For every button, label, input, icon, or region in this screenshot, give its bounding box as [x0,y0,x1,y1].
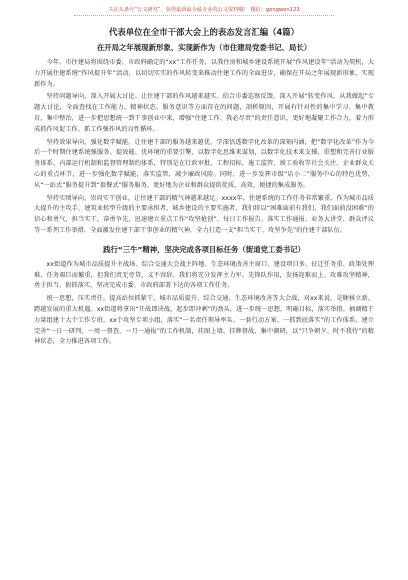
paragraph: 统一思想，压实责任。提高站位抓紧干，城市品质提升、综合交通、生态环境改善等大会战，对xx来说，是硬核立新、跨越发展的重大机遇。xx街道将拿出“开战即决战、起步即冲刺”的劲头，进一步统一思想，明确目标，落实举措。抽调精干力量组建十大个工作专班，xx个攻坚专项小组，落实“一名责任领导率头、一套行动方案、一抓到底落实”的工作体系。建立完善“一日一研判、一周一督查、一月一通报”的工作机制，挂图上墙、挂牌督战，集中调研，以“只争朝夕、时不我待”的精神状态，全力推进各项工作。 [34,295,374,346]
paragraph: 坚持实绩导向，崇尚实干创业。让住建干部的精气神越来越足。xxxx年，住建系统的工作任务非常繁重，作为城市品质大提升的主攻手，建筑业转型升级的主要承担者，城乡建设的主要实施者，我们将以“困难面前有我们，我们面前没困难”的信心和勇气，担当实干，奋勇争先，迅速建立重点工作“攻坚抢创”、每日工作报告、落实工作通报、业务大讲堂、群众评议等一系列工作举措，全面激发住建干部干事创业的精气神，全力打造一支“担当实干、攻坚争先”的住建干部队伍。 [34,194,374,234]
paragraph: 坚持问题导向，深入开展大讨论。让住建干部的作风越来越实。结合市委巡察反馈，深入开展“转变作风、从我做起”专题大讨论，全面查找在工作能力、精神状态、服务意识等方面存在的问题，剖析原因，开展有针对性的集中学习、集中教育、集中整治，进一步把思想统一到干事创业中来，增强“住建工作、我必尽责”的责任意识，更好地凝聚工作合力，着力形成抓作风促工作、抓工作强作风的良性循环。 [34,93,374,133]
promo-banner: 关注头条号“公文研究”，获得最新最全最专业的公文资料哦！ 微信：gongwen123 [74,6,334,16]
section2-title: 践行“三牛”精神，坚决完成各项目标任务（街道党工委书记） [103,244,305,254]
paragraph: 坚持效果导向，强化数字赋能。让住建干部的服务越来越优。学深悟透数字化改革的深刻内涵，把“数字化改革”作为今后一个时期住建系统强服务、提效能、优环境的重要引擎，以数字化思维来谋划，以数字化技术来支撑，重塑和完善行业服务体系、内部运行机制和监督管理制约体系，特别是在行政审批、工程招标、施工监管、竣工验收等社会关注、企业群众关心的重点环节，进一步强化数字赋能，落实监管，减少廉政风险。同时，进一步发挥市级“店小二”服务中心的特色优势，从“一站式”服务提升到“套餐式”服务服务，更好地为企业和群众提供优质、高效、便捷的集成服务。 [34,138,374,189]
document-title: 代表单位在全市干部大会上的表态发言汇编（4篇） [108,27,300,37]
paragraph: 今年，市住建局将围绕市委、市政府确定的“xx”工作任务，以我住房和城乡建设系统开展“作风建设年”活动为契机，大力开展住建系统“作风提升年”活动，以切切实实的作风转变来推动住建工作的全面进步，确保在开局之年展现新形象、实现新作为。 [34,59,374,88]
paragraph: xx街道作为城市品质提升主战场、综合交通大会战主阵地、生态环境改善主窗口、建设项目多、征迁任务重、政策处理难，任务艰巨而繁重，但我们责无旁贷、义不容辞。我们将充分发挥主力军、先锋队作用，发扬迎难而上、攻难攻坚精神，勇于担当，狠抓落实，坚决完成市委、市政府部署下达的各项工作任务。 [34,260,374,290]
section1-title: 在开局之年展现新形象、实现新作为（市住建局党委书记、局长） [96,43,312,52]
